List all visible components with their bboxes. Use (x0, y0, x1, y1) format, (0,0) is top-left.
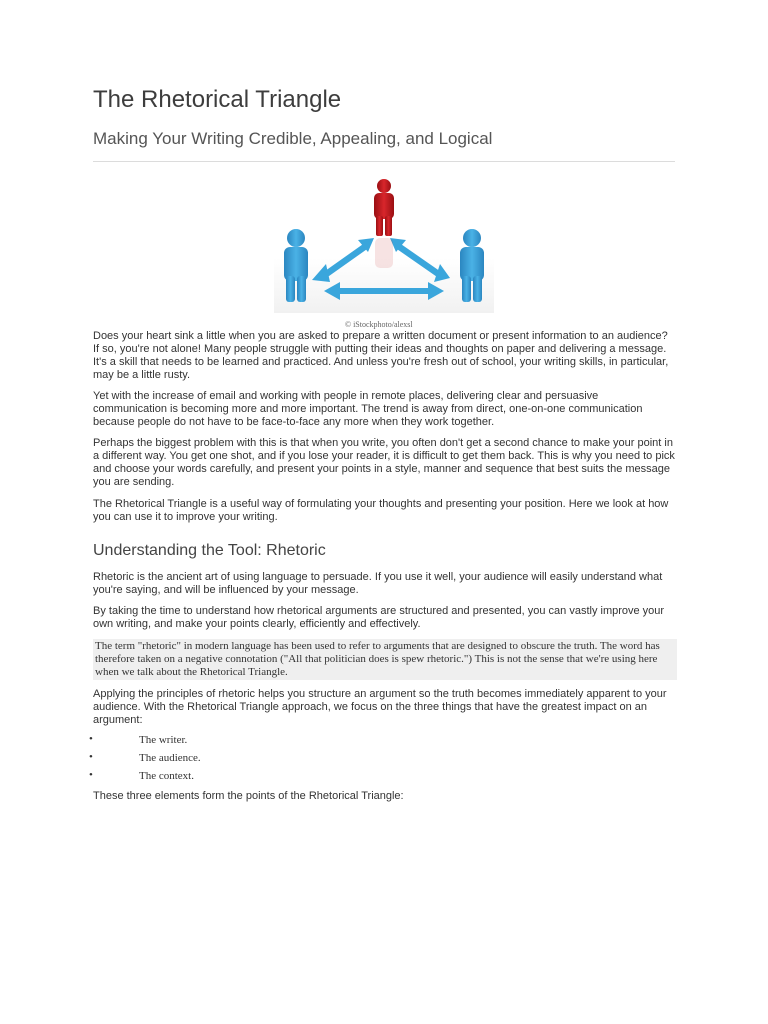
section-paragraph-4: These three elements form the points of the Rhetorical Triangle: (93, 790, 404, 802)
people-triangle-illustration (274, 176, 494, 313)
rhetorical-triangle-image (274, 176, 494, 313)
arrow-bottom (324, 282, 444, 300)
intro-paragraph-1: Does your heart sink a little when you are asked to prepare a written document or present information to an audience? If so, you're not alone! Many people struggle with putting their ideas and thoughts on paper and delivering a message. It's a skill that needs to be learned and practiced. And unless you're fresh out of school, your writing skills, in particular, may be a little rusty. (93, 330, 669, 381)
section-paragraph-3: Applying the principles of rhetoric helps you structure an argument so the truth becomes immediately apparent to your audience. With the Rhetorical Triangle approach, we focus on the three things that have the greatest impact on an argument: (93, 688, 667, 726)
red-person (374, 179, 394, 236)
section-paragraph-1: Rhetoric is the ancient art of using language to persuade. If you use it well, your audience will easily understand what you're saying, and will be influenced by your message. (93, 571, 663, 596)
page-subtitle: Making Your Writing Credible, Appealing, and Logical (93, 129, 493, 148)
blue-person-left (284, 229, 308, 302)
blue-person-right (460, 229, 484, 302)
arrow-left (312, 238, 374, 282)
bullet-list (0, 733, 400, 787)
intro-paragraph-2: Yet with the increase of email and working with people in remote places, delivering clear and persuasive communication is becoming more and more important. The trend is away from direct, one-on-one communication because people do not have to be face-to-face any more when they work together. (93, 390, 643, 428)
note-box: The term "rhetoric" in modern language has been used to refer to arguments that are designed to obscure the truth. The word has therefore taken on a negative connotation ("All that politician does is spew rhetoric.") This is not the sense that we're using here when we talk about the Rhetorical Triangle. (93, 639, 677, 680)
bullet-icon: • (89, 769, 93, 781)
bullet-icon: • (89, 733, 93, 745)
section-heading: Understanding the Tool: Rhetoric (93, 542, 326, 559)
page-title: The Rhetorical Triangle (93, 86, 342, 113)
list-item: • The context. (89, 769, 194, 782)
list-item: • The writer. (89, 733, 188, 746)
image-caption: © iStockphoto/alexsl (345, 320, 413, 329)
list-item: • The audience. (89, 751, 201, 764)
bullet-icon: • (89, 751, 93, 763)
intro-paragraph-3: Perhaps the biggest problem with this is that when you write, you often don't get a second chance to make your point in a different way. You get one shot, and if you lose your reader, it is difficult to get them back. This is why you need to pick and choose your words carefully, and present your points in a style, manner and sequence that best suits the message you are sending. (93, 437, 675, 488)
section-paragraph-2: By taking the time to understand how rhetorical arguments are structured and presented, you can vastly improve your own writing, and make your points clearly, efficiently and effectively. (93, 605, 665, 630)
arrow-right (390, 238, 450, 282)
divider (93, 161, 675, 162)
intro-paragraph-4: The Rhetorical Triangle is a useful way of formulating your thoughts and presenting your position. Here we look at how you can use it to improve your writing. (93, 498, 669, 523)
